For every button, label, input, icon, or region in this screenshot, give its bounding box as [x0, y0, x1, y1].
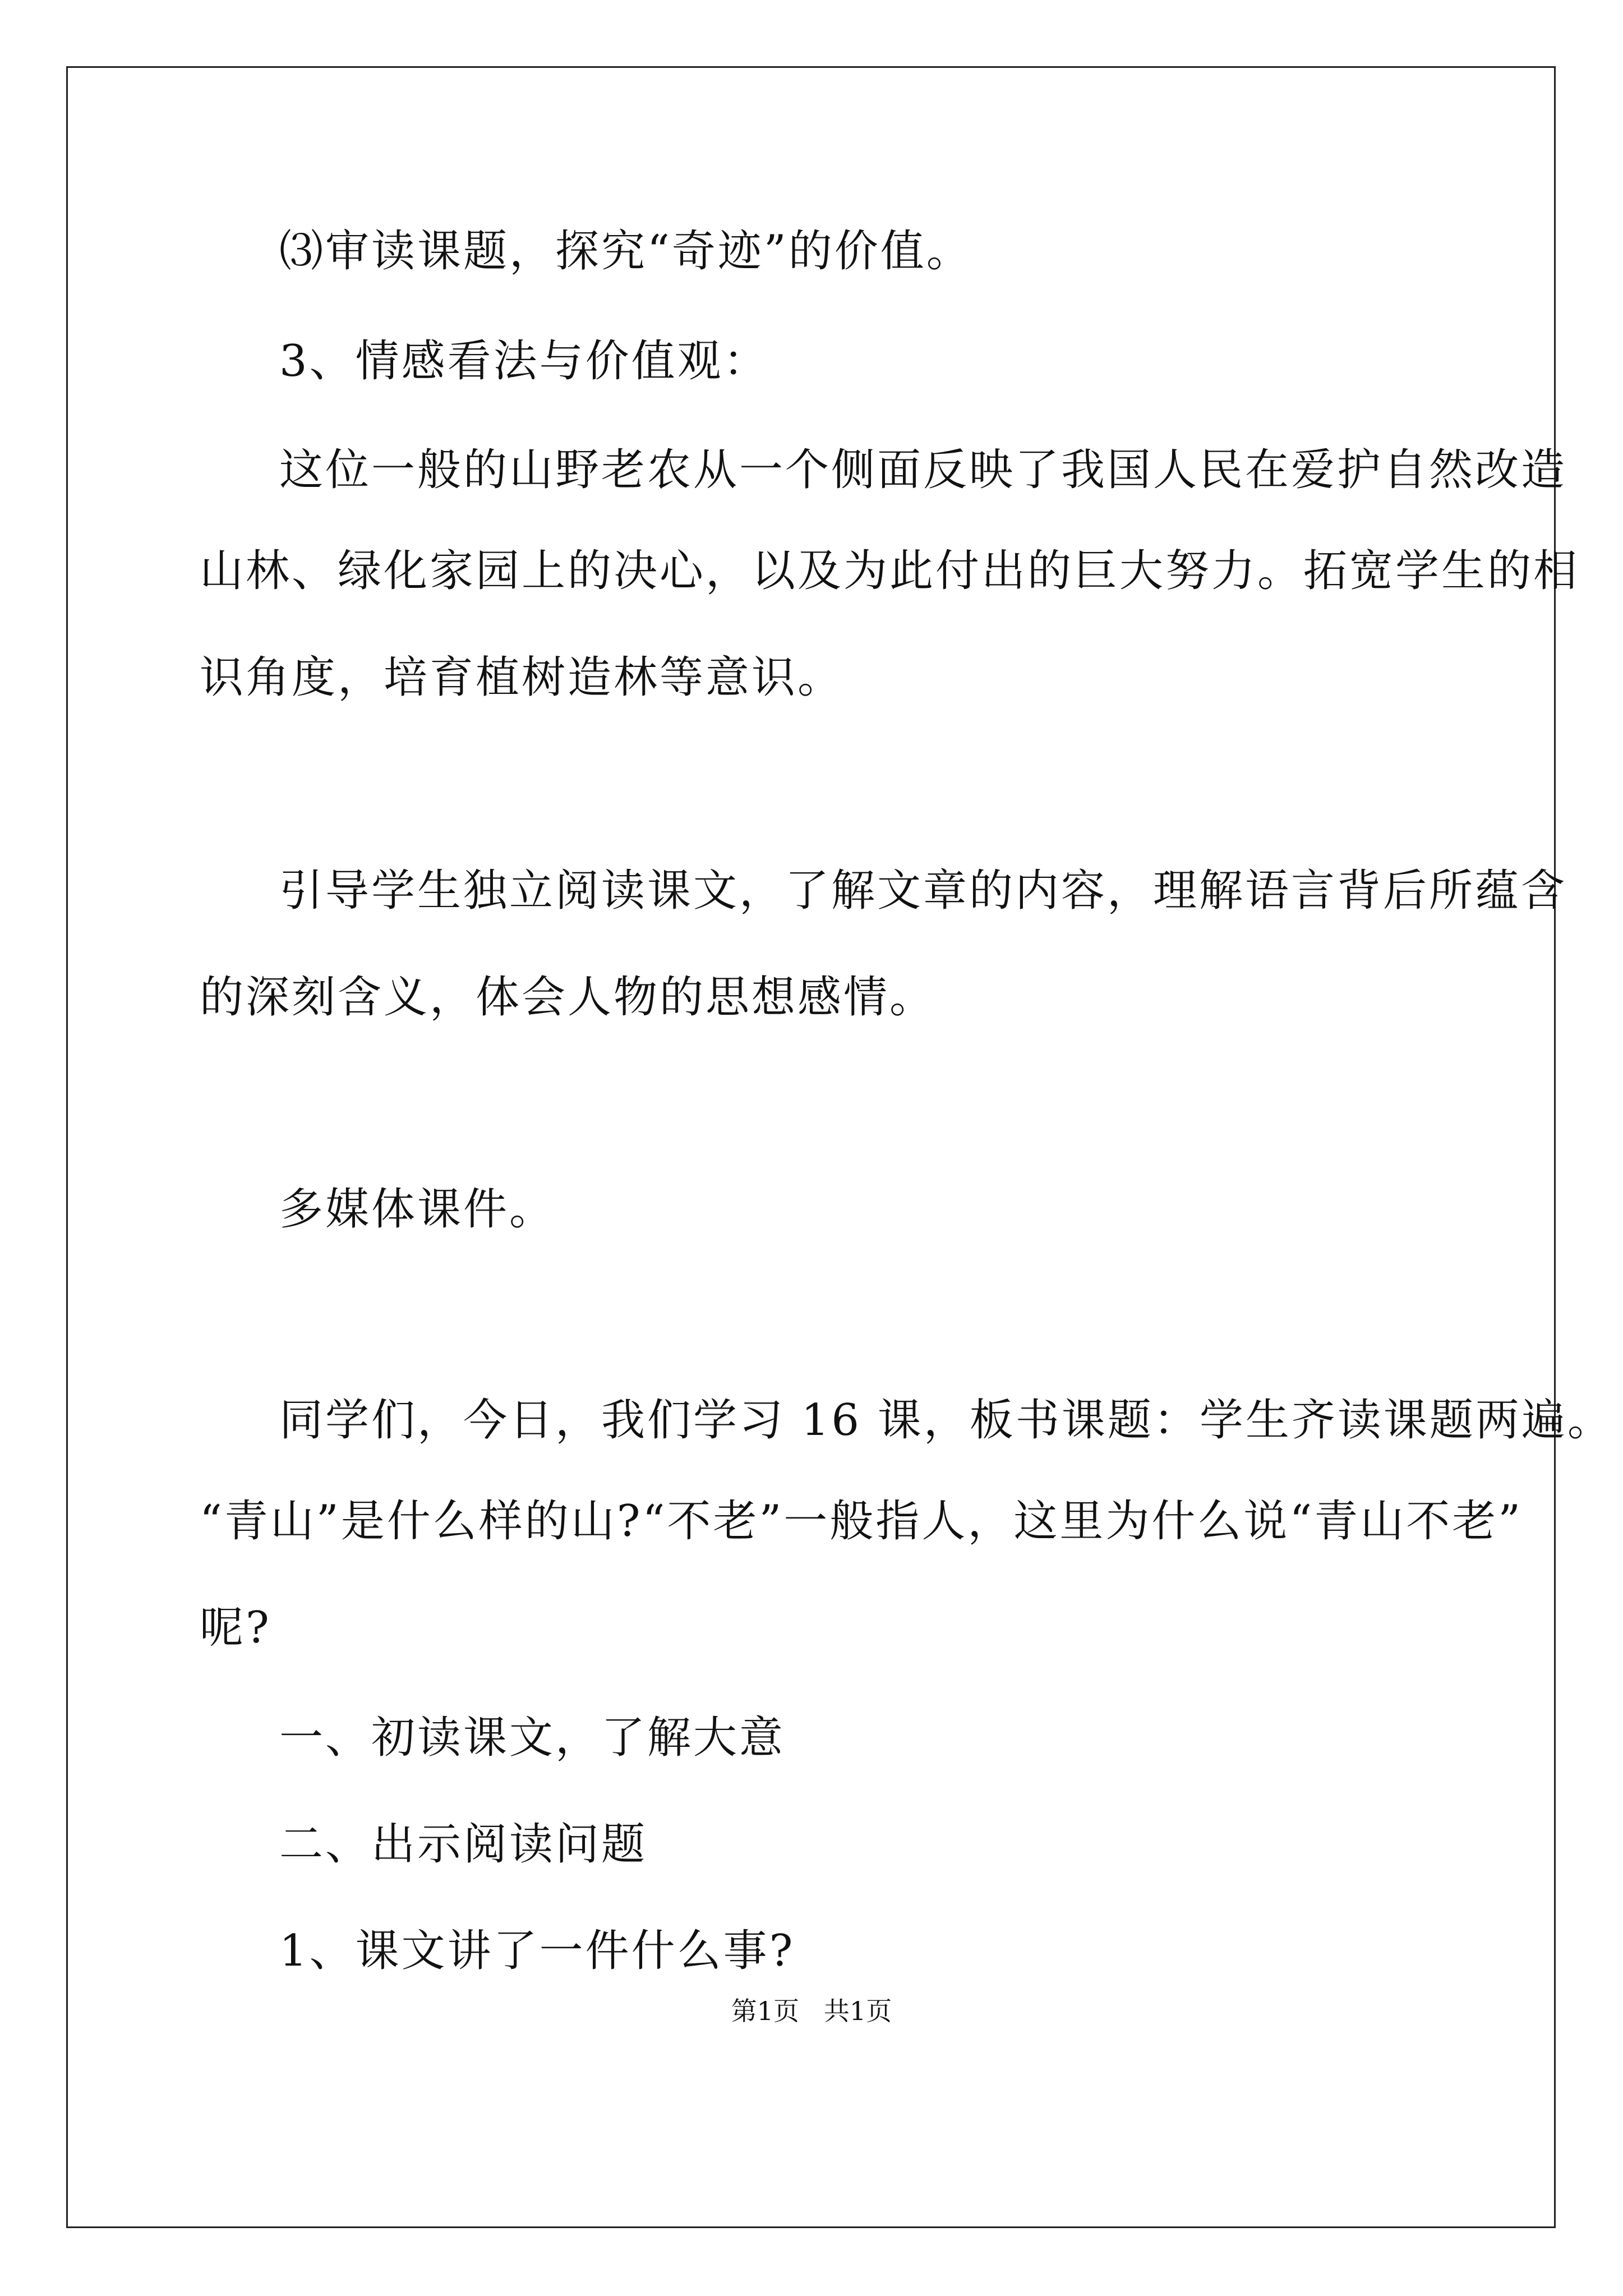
paragraph-line: 二、出示阅读问题: [279, 1819, 648, 1870]
paragraph-line: 1、课文讲了一件什么事?: [279, 1926, 795, 1976]
paragraph-line: 同学们，今日，我们学习 16 课，板书课题：学生齐读课题两遍。: [279, 1395, 1613, 1446]
paragraph-line: 引导学生独立阅读课文，了解文章的内容，理解语言背后所蕴含: [279, 866, 1567, 916]
paragraph-line: 一、初读课文，了解大意: [279, 1713, 786, 1763]
page-number-footer: 第1页 共1页: [731, 1996, 892, 2026]
paragraph-line: 识角度，培育植树造林等意识。: [200, 652, 844, 703]
paragraph-line: 山林、绿化家园上的决心，以及为此付出的巨大努力。拓宽学生的相: [200, 546, 1580, 596]
page-frame: [66, 66, 1556, 2228]
paragraph-line: “青山”是什么样的山?“不老”一般指人，这里为什么说“青山不老”: [200, 1496, 1523, 1547]
paragraph-line: 这位一般的山野老农从一个侧面反映了我国人民在爱护自然改造: [279, 445, 1567, 495]
paragraph-line: ⑶审读课题，探究“奇迹”的价值。: [279, 226, 972, 277]
paragraph-line: 的深刻含义，体会人物的思想感情。: [200, 972, 936, 1023]
paragraph-line: 呢?: [200, 1603, 271, 1653]
paragraph-line: 多媒体课件。: [279, 1184, 556, 1235]
paragraph-line: 3、情感看法与价值观：: [279, 336, 769, 386]
